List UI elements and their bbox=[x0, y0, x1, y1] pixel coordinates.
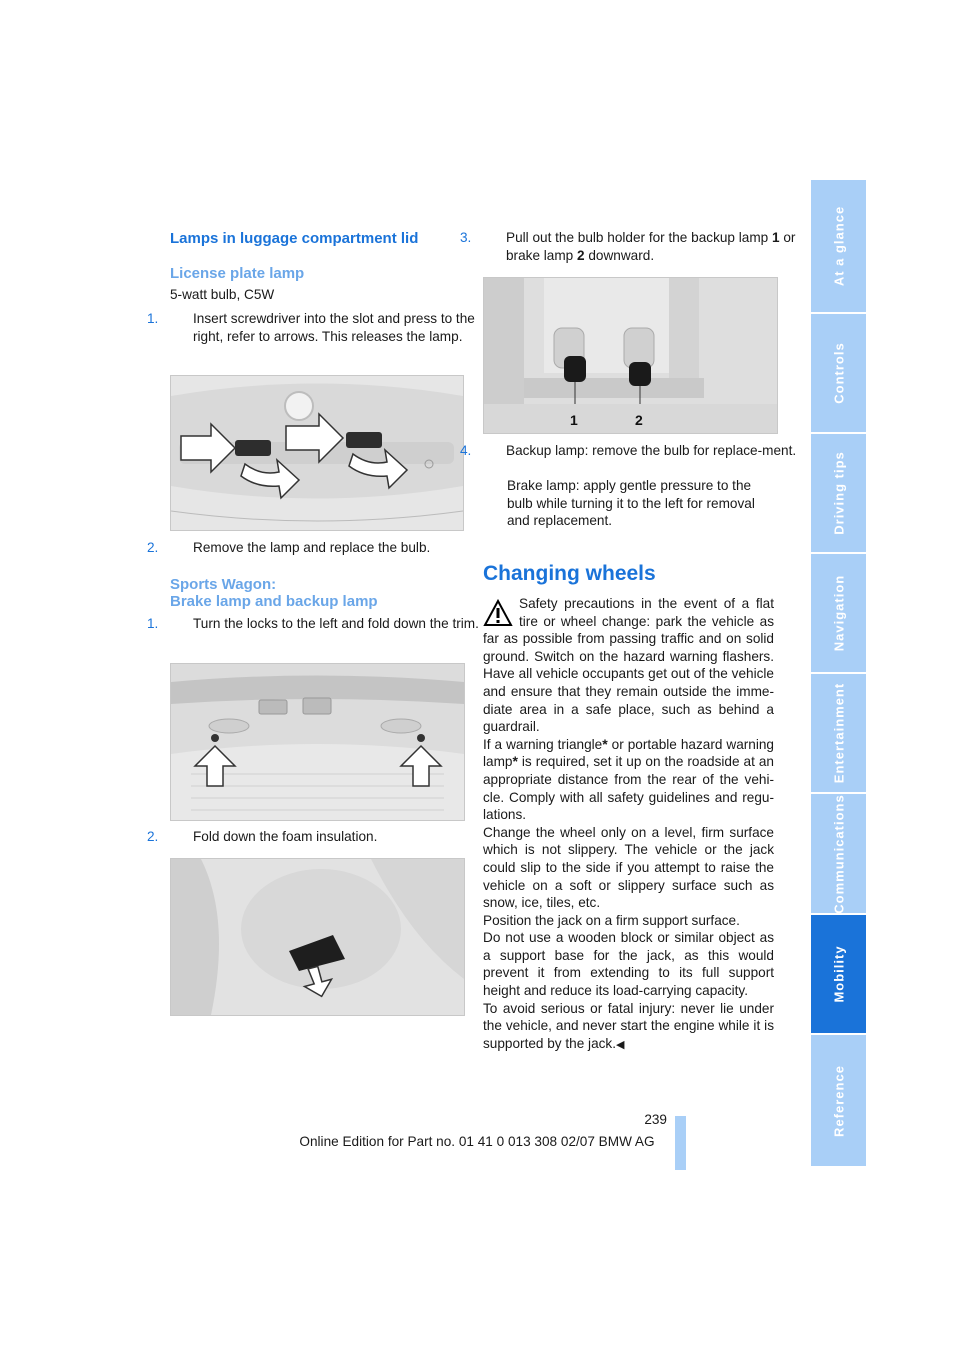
license-step-1 bbox=[147, 310, 485, 345]
step-text: Fold down the foam insulation. bbox=[193, 829, 378, 844]
warning-p2-b: or portable hazard warning lamp bbox=[483, 736, 774, 770]
tab-at-a-glance[interactable] bbox=[811, 180, 866, 314]
bulb-spec: 5-watt bulb, C5W bbox=[170, 287, 275, 302]
option-asterisk: * bbox=[512, 753, 518, 770]
tab-label: Controls bbox=[831, 342, 846, 404]
trim-locks-figure bbox=[170, 663, 465, 821]
edition-footer: Online Edition for Part no. 01 41 0 013 308 02/07 BMW AG bbox=[299, 1134, 655, 1149]
tab-label: Navigation bbox=[831, 574, 846, 652]
tab-label: At a glance bbox=[831, 205, 846, 287]
step-text-e: downward. bbox=[584, 247, 655, 263]
tab-navigation[interactable] bbox=[811, 554, 866, 674]
warning-p6-text: To avoid serious or fatal injury: never lie under the vehicle, and never start the engine while it is supported by the jack. bbox=[483, 1000, 774, 1051]
license-plate-lamp-figure bbox=[170, 375, 464, 531]
figure-label-1: 1 bbox=[570, 412, 578, 428]
step-number: 1. bbox=[147, 311, 159, 326]
tab-mobility[interactable] bbox=[811, 915, 866, 1035]
tab-label: Reference bbox=[831, 1064, 846, 1137]
figure-label-2: 2 bbox=[635, 412, 643, 428]
step-text-a: Pull out the bulb holder for the backup lamp bbox=[506, 230, 773, 245]
step-text: Insert screwdriver into the slot and press to the right, refer to arrows. This releases the lamp. bbox=[193, 311, 475, 344]
step-number: 2. bbox=[147, 540, 159, 555]
bold-ref-1: 1 bbox=[772, 230, 780, 245]
warning-paragraph-5: Do not use a wooden block or similar object as a support base for the jack, as this would prevent it from extending to its full support height and reduce its load-carrying capacity. bbox=[483, 930, 774, 999]
tab-driving-tips[interactable] bbox=[811, 434, 866, 554]
warning-paragraph-6 bbox=[483, 1000, 774, 1055]
sports-wagon-heading bbox=[170, 576, 378, 610]
step-text: Remove the lamp and replace the bulb. bbox=[193, 540, 431, 555]
sports-wagon-heading-line1: Sports Wagon: bbox=[170, 576, 277, 593]
step-number: 1. bbox=[147, 616, 159, 631]
tab-label: Mobility bbox=[831, 945, 846, 1003]
warning-p2-a: If a warning triangle bbox=[483, 736, 603, 752]
tab-label: Communications bbox=[831, 793, 846, 914]
tab-entertainment[interactable] bbox=[811, 674, 866, 794]
step-number: 2. bbox=[147, 829, 159, 844]
foam-insulation-figure bbox=[170, 858, 465, 1016]
tab-label: Driving tips bbox=[831, 451, 846, 535]
warning-p2-c: is required, set it up on the roadside at an appropriate distance from the rear of the vehi-cle. Comply with all safety guidelines and regu-lations. bbox=[483, 754, 774, 823]
tab-reference[interactable] bbox=[811, 1035, 866, 1168]
step-number: 3. bbox=[460, 230, 472, 245]
tab-controls[interactable] bbox=[811, 314, 866, 434]
warning-paragraph-1: Safety precautions in the event of a flat tire or wheel change: park the vehicle as far as possible from passing traffic and on solid ground. Switch on the hazard warning flashers. Have all vehicle occupants get out of the vehicle and ensure that they remain outside the imme-diate area in a safe place, such as behind a guardrail. bbox=[483, 596, 774, 735]
warning-paragraph-2 bbox=[483, 736, 774, 824]
chapter-sidebar bbox=[811, 180, 866, 1168]
page-number: 239 bbox=[644, 1112, 667, 1127]
option-asterisk: * bbox=[602, 735, 608, 752]
end-mark-icon: ◀ bbox=[616, 1038, 625, 1051]
changing-wheels-title: Changing wheels bbox=[483, 562, 656, 585]
section-title: Lamps in luggage compartment lid bbox=[170, 230, 419, 247]
step-text-c: or brake lamp bbox=[506, 230, 796, 263]
step-number: 4. bbox=[460, 443, 472, 458]
warning-paragraph-3: Change the wheel only on a level, firm surface which is not slippery. The vehicle or the jack could slip to the side if you attempt to raise the vehicle on a soft or slippery surface such as snow, ice, tiles, etc. bbox=[483, 824, 774, 911]
warning-triangle-icon bbox=[483, 599, 513, 627]
tab-communications[interactable] bbox=[811, 794, 866, 915]
wagon-step-1 bbox=[147, 615, 485, 633]
step-4-backup: Backup lamp: remove the bulb for replace-ment. bbox=[506, 443, 797, 458]
step-text: Turn the locks to the left and fold down the trim. bbox=[193, 616, 479, 631]
step-4 bbox=[460, 442, 798, 460]
bulb-holder-figure bbox=[483, 277, 778, 434]
bold-ref-2: 2 bbox=[577, 247, 585, 263]
license-plate-lamp-heading: License plate lamp bbox=[170, 265, 305, 282]
wagon-step-2 bbox=[147, 828, 485, 846]
warning-paragraph-4: Position the jack on a firm support surface. bbox=[483, 912, 740, 928]
step-3 bbox=[460, 229, 798, 264]
license-step-2 bbox=[147, 539, 485, 557]
tab-label: Entertainment bbox=[831, 682, 846, 784]
sports-wagon-heading-line2: Brake lamp and backup lamp bbox=[170, 593, 378, 610]
step-4-brake: Brake lamp: apply gentle pressure to the bulb while turning it to the left for removal and replacement. bbox=[507, 478, 755, 529]
warning-block bbox=[483, 595, 774, 1054]
